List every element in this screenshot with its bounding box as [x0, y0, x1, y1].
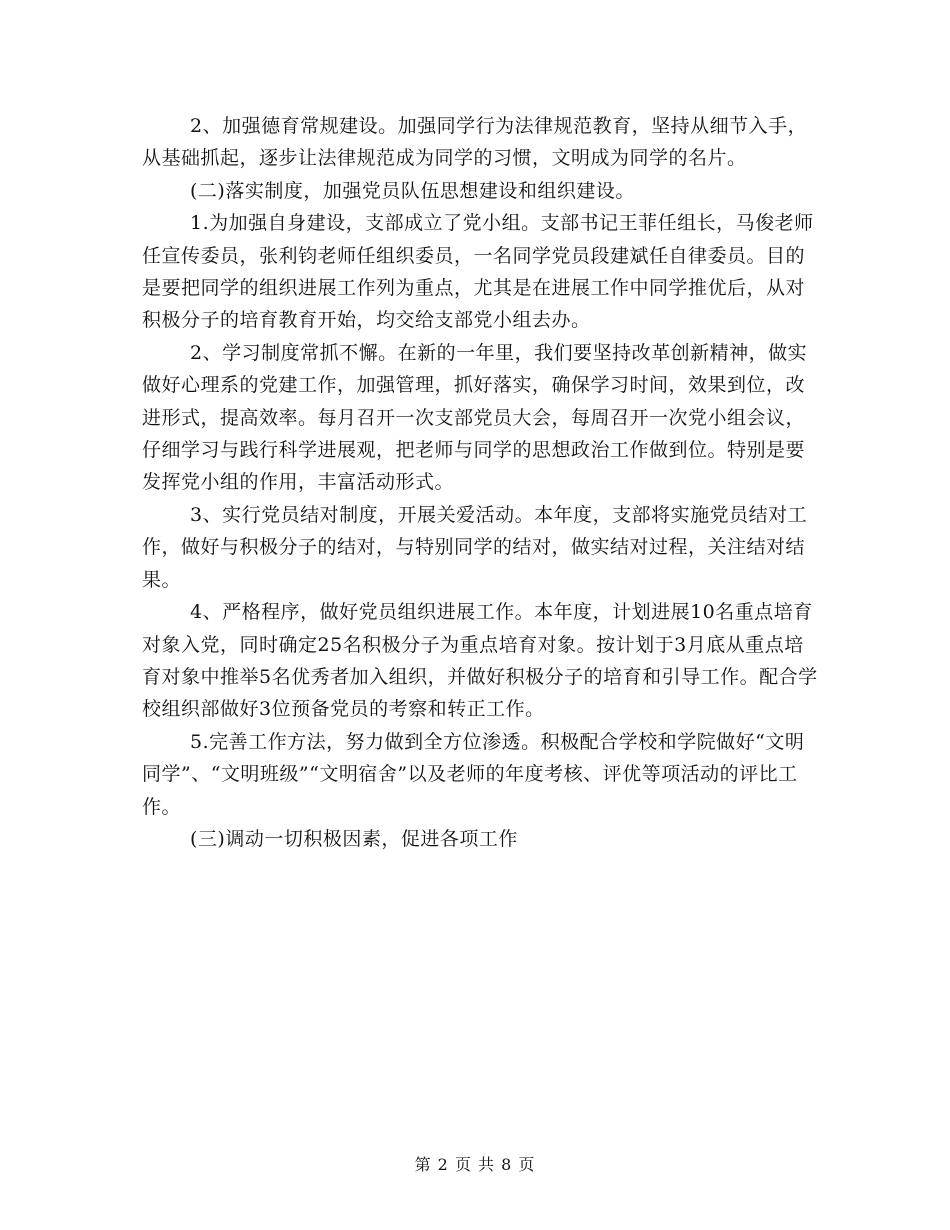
section-heading-mobilize: (三)调动一切积极因素，促进各项工作	[190, 827, 518, 850]
paragraph-party-group: 1.为加强自身建设，支部成立了党小组。支部书记王菲任组长，马俊老师任宣传委员，张利钧老师任组织委员，一名同学党员段建斌任自律委员。目的是要把同学的组织进展工作列为重点，尤其是在进展工作中同学推优后，从对积极分子的培育教育开始，均交给支部党小组去办。	[142, 212, 814, 332]
paragraph-strict-procedure: 4、严格程序，做好党员组织进展工作。本年度，计划进展10名重点培育对象入党，同时确定25名积极分子为重点培育对象。按计划于3月底从重点培育对象中推举5名优秀者加入组织，并做好积极分子的培育和引导工作。配合学校组织部做好3位预备党员的考察和转正工作。	[142, 601, 818, 721]
paragraph-pairing-system: 3、实行党员结对制度，开展关爱活动。本年度，支部将实施党员结对工作，做好与积极分子的结对，与特别同学的结对，做实结对过程，关注结对结果。	[142, 503, 808, 591]
section-heading-system: (二)落实制度，加强党员队伍思想建设和组织建设。	[190, 179, 635, 202]
paragraph-work-methods: 5.完善工作方法，努力做到全方位渗透。积极配合学校和学院做好“文明同学”、“文明班级”“文明宿舍”以及老师的年度考核、评优等项活动的评比工作。	[142, 730, 805, 818]
paragraph-study-system: 2、学习制度常抓不懈。在新的一年里，我们要坚持改革创新精神，做实做好心理系的党建工作，加强管理，抓好落实，确保学习时间，效果到位，改进形式，提高效率。每月召开一次支部党员大会，每周召开一次党小组会议，仔细学习与践行科学进展观，把老师与同学的思想政治工作做到位。特别是要发挥党小组的作用，丰富活动形式。	[142, 341, 808, 494]
page-number-footer: 第 2 页 共 8 页	[414, 1155, 536, 1174]
document-body	[142, 110, 822, 855]
paragraph-moral-education: 2、加强德育常规建设。加强同学行为法律规范教育，坚持从细节入手，从基础抓起，逐步让法律规范成为同学的习惯，文明成为同学的名片。	[142, 115, 808, 170]
